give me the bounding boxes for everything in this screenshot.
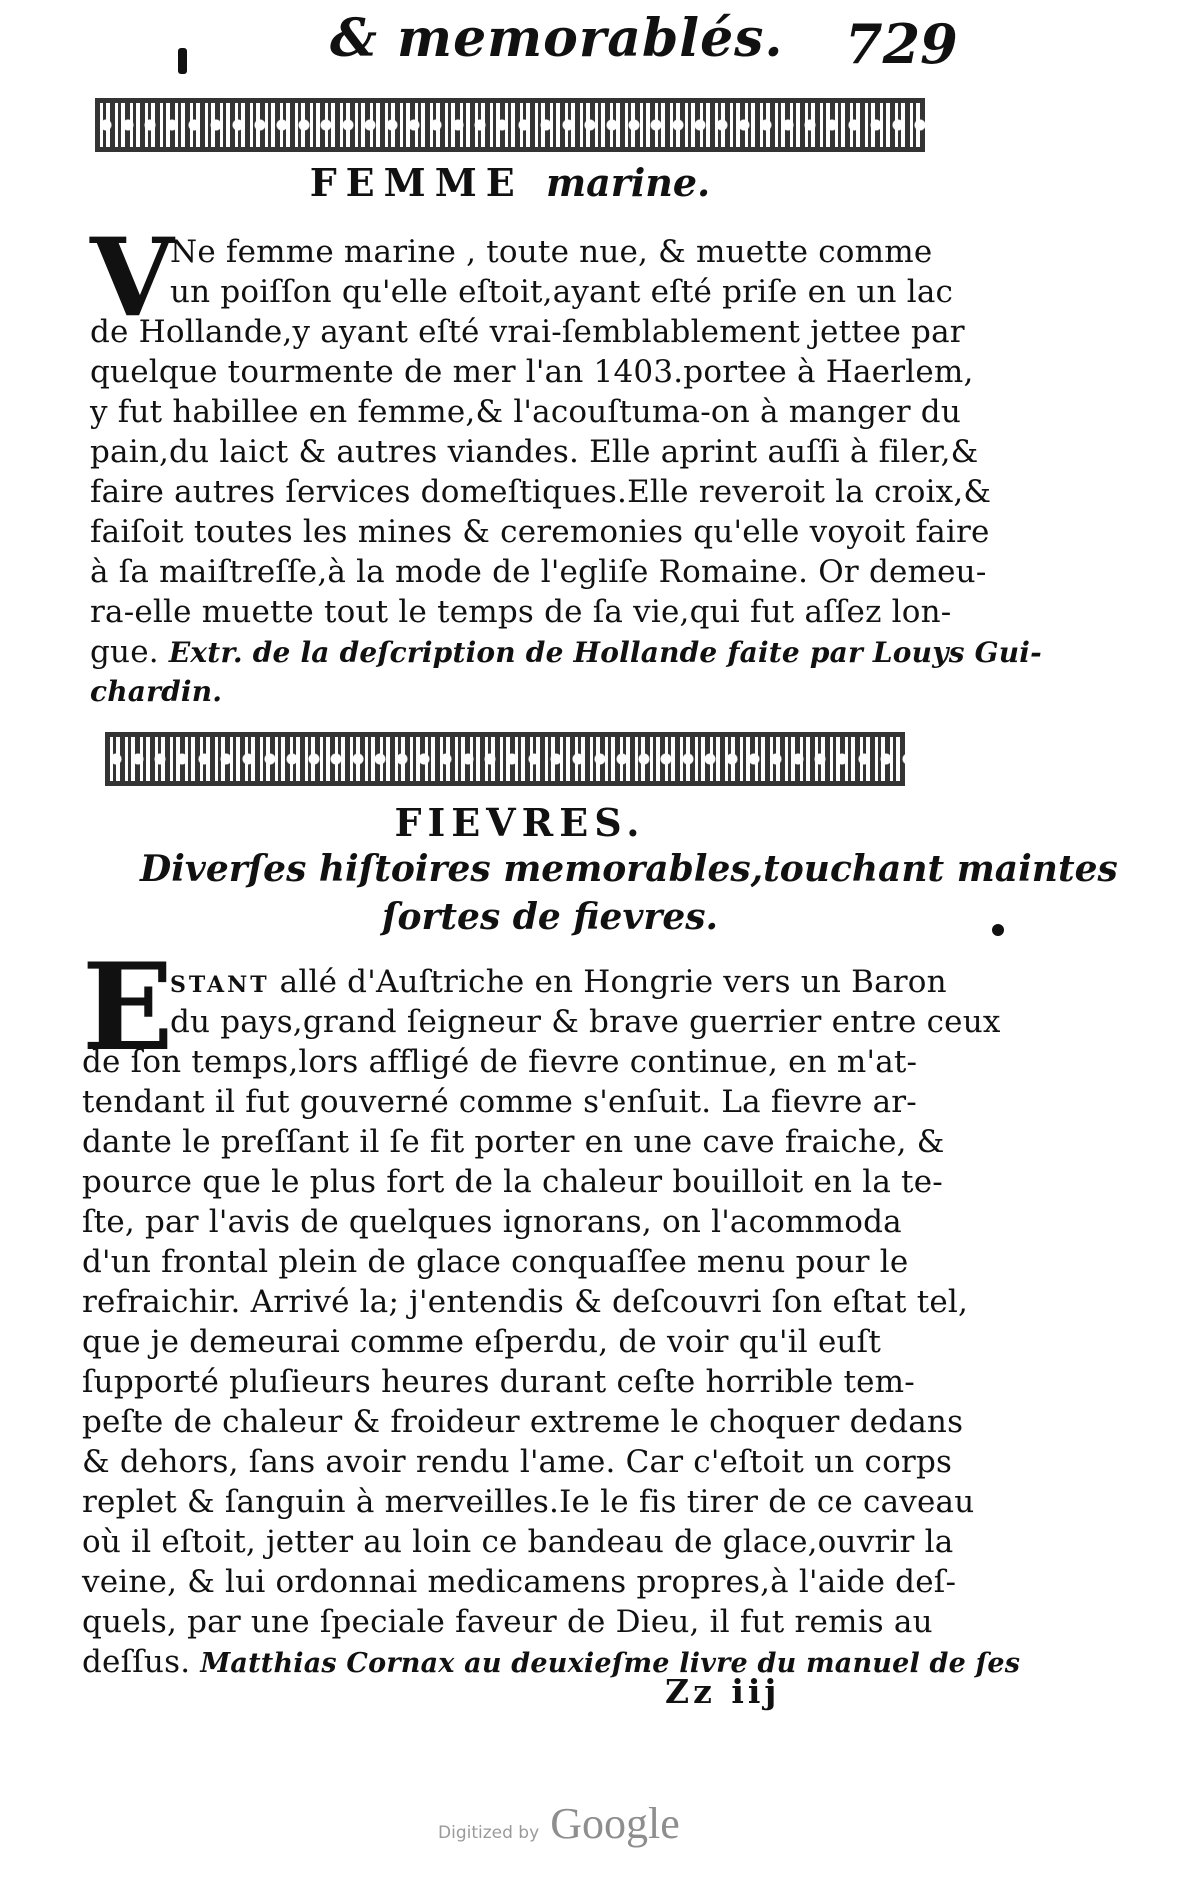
text-line: peſte de chaleur & froideur extreme le choquer dedans [82,1404,964,1440]
first-line-rest: allé d'Auſtriche en Hongrie vers un Baron [279,964,947,1000]
ink-mark [178,48,187,74]
section-subtitle-line2: ſortes de fievres. [381,896,719,938]
text-line: & dehors, ſans avoir rendu l'ame. Car c'eſtoit un corps [82,1444,953,1480]
source-citation [90,632,1042,673]
text-line: replet & ſanguin à merveilles.Ie le fis tirer de ce caveau [82,1484,975,1520]
ink-speck [992,924,1004,936]
text-line: tendant il fut gouverné comme s'enſuit. La fievre ar- [82,1084,917,1120]
text-line: de Hollande,y ayant eſté vrai-ſemblablement jettee par [90,314,965,350]
text-line: ſte, par l'avis de quelques ignorans, on l'acommoda [82,1204,902,1240]
ornamental-band-middle [105,732,905,786]
section-subtitle-line1: Diverſes hiſtoires memorables,touchant maintes [140,848,1118,890]
text-line: quels, par une ſpeciale faveur de Dieu, il fut remis au [82,1604,933,1640]
text-line: que je demeurai comme eſperdu, de voir qu'il euſt [82,1324,882,1360]
running-head: & memorablés. [330,8,784,69]
citation-italic: Matthias Cornax au deuxieſme livre du manuel de ſes [200,1648,1021,1679]
text-line: quelque tourmente de mer l'an 1403.portee à Haerlem, [90,354,974,390]
text-line [82,1642,1020,1684]
ornamental-band-top [95,98,925,152]
source-italic: Extr. de la deſcription de Hollande faite par Louys Gui- [168,636,1042,669]
text-line: ra-elle muette tout le temps de ſa vie,qui fut aſſez lon- [90,594,952,630]
text-line: veine, & lui ordonnai medicamens propres,à l'aide deſ- [82,1564,957,1600]
text-line: Ne femme marine , toute nue, & muette comme [170,234,933,270]
text-line: d'un frontal plein de glace conquaſſee menu pour le [82,1244,909,1280]
drop-cap-e: E [82,937,174,1078]
text-line: pain,du laict & autres viandes. Elle aprint auſſi à filer,& [90,434,979,470]
text-line: un poiſſon qu'elle eſtoit,ayant eſté priſe en un lac [170,274,954,310]
source-italic-end: chardin. [90,675,223,708]
text-line: à ſa maiſtreſſe,à la mode de l'egliſe Romaine. Or demeu- [90,554,987,590]
text-line: refraichir. Arrivé la; j'entendis & deſcouvri ſon eſtat tel, [82,1284,969,1320]
last-line-start: deſſus. [82,1644,191,1680]
text-line: y fut habillee en femme,& l'acouſtuma-on à manger du [90,394,962,430]
google-wordmark: Google [550,1799,680,1848]
section-title-femme-marine [300,160,720,205]
page-number: 729 [845,12,958,76]
text-line: faiſoit toutes les mines & ceremonies qu'elle voyoit faire [90,514,990,550]
digitized-label: Digitized by [438,1823,540,1843]
title-italic: marine. [545,160,711,205]
signature-mark: Zz iij [665,1672,781,1711]
text-line: de ſon temps,lors affligé de fievre continue, en m'at- [82,1044,918,1080]
text-line: où il eſtoit, jetter au loin ce bandeau de glace,ouvrir la [82,1524,954,1560]
drop-cap-v: V [90,215,174,341]
title-caps: FEMME [309,160,524,205]
section-title-fievres: FIEVRES. [394,800,646,845]
text-line: dante le preſſant il ſe fit porter en une cave fraiche, & [82,1124,945,1160]
text-line: pource que le plus fort de la chaleur bouilloit en la te- [82,1164,943,1200]
text-line: ſupporté pluſieurs heures durant ceſte horrible tem- [82,1364,915,1400]
digitized-by-watermark [438,1798,680,1849]
first-word-caps: STANT [170,972,270,998]
text-line [170,962,947,1005]
text-line: faire autres ſervices domeſtiques.Elle reveroit la croix,& [90,474,992,510]
text-line: du pays,grand ſeigneur & brave guerrier entre ceux [170,1004,1001,1040]
last-line-start: gue. [90,634,159,670]
